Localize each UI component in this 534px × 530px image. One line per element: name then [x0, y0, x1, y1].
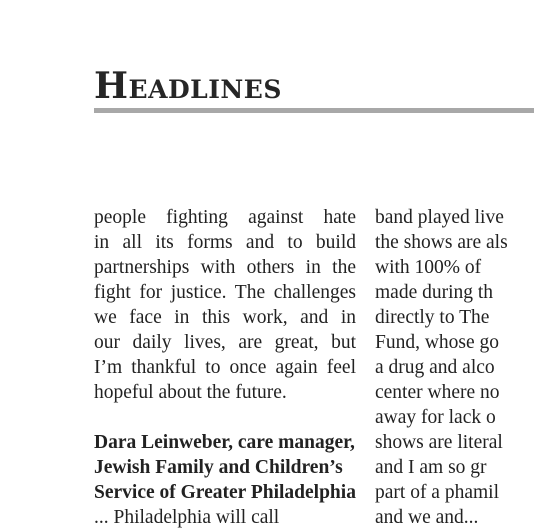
- byline-line: Service of Greater Philadelphia: [94, 482, 356, 503]
- column-line: and we and...: [375, 507, 479, 528]
- column-line: and I am so gr: [375, 457, 487, 478]
- paragraph-line: fight for justice. The challenges: [94, 282, 356, 303]
- column-line: with 100% of: [375, 257, 482, 278]
- testimonial-paragraph: [94, 205, 356, 405]
- column-line: away for lack o: [375, 407, 496, 428]
- right-column: [375, 205, 525, 530]
- column-line: part of a phamil: [375, 482, 499, 503]
- column-line: directly to The: [375, 307, 490, 328]
- column-line: the shows are als: [375, 232, 508, 253]
- byline-line: Jewish Family and Children’s: [94, 457, 343, 478]
- paragraph-line: I’m thankful to once again feel: [94, 357, 356, 378]
- left-column: [94, 205, 356, 530]
- paragraph-line: partnerships with others in the: [94, 257, 356, 278]
- paragraph-line: our daily lives, are great, but: [94, 332, 356, 353]
- column-line: Fund, whose go: [375, 332, 500, 353]
- byline-line: Dara Leinweber, care manager,: [94, 432, 355, 453]
- column-line: a drug and alco: [375, 357, 495, 378]
- page-header: [94, 66, 534, 116]
- column-line: shows are literal: [375, 432, 503, 453]
- author-byline: [94, 430, 356, 505]
- column-line: center where no: [375, 382, 500, 403]
- paragraph-line: people fighting against hate: [94, 207, 356, 228]
- column-line: band played live: [375, 207, 504, 228]
- paragraph-line: in all its forms and to build: [94, 232, 356, 253]
- paragraph-line: hopeful about the future.: [94, 382, 287, 403]
- title-underline-rule: [94, 108, 534, 113]
- paragraph-line: we face in this work, and in: [94, 307, 356, 328]
- page-title: Headlines: [94, 65, 282, 107]
- partial-paragraph-line: ... Philadelphia will call: [94, 507, 280, 528]
- paragraph-spacer: [94, 405, 356, 430]
- column-line: made during th: [375, 282, 494, 303]
